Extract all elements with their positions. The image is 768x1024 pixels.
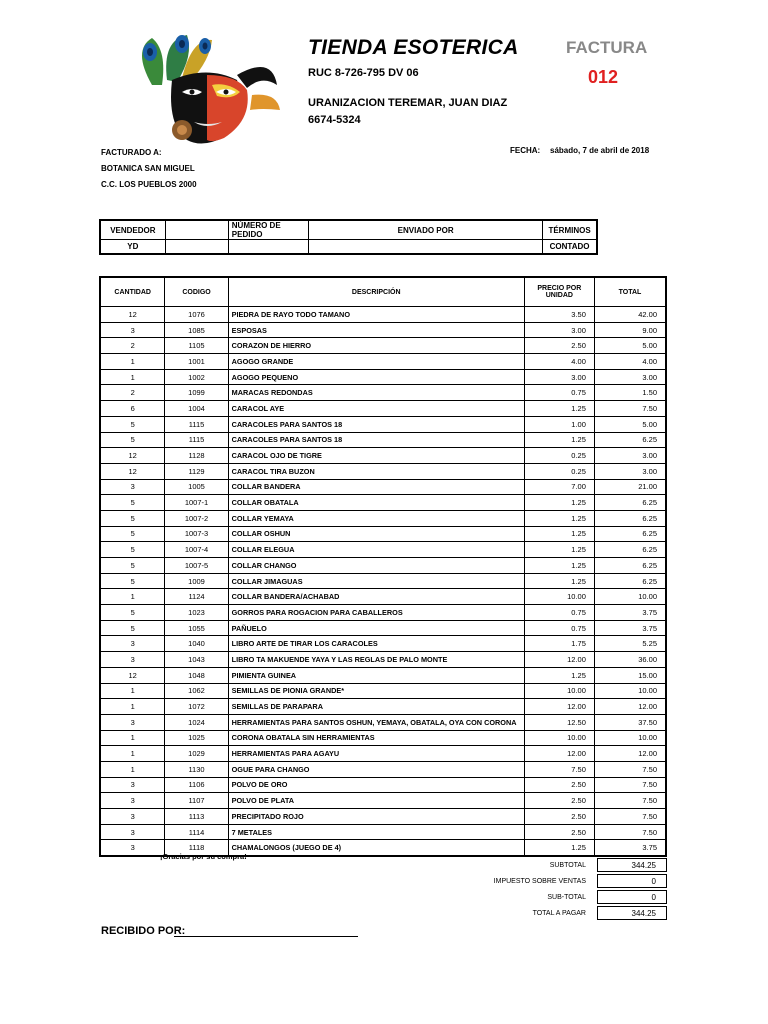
table-row bbox=[100, 730, 666, 746]
date-label: FECHA: bbox=[510, 146, 541, 155]
table-row bbox=[100, 573, 666, 589]
cell-description: OGUE PARA CHANGO bbox=[228, 761, 524, 777]
cell-qty: 3 bbox=[100, 824, 165, 840]
cell-qty: 1 bbox=[100, 730, 165, 746]
table-row bbox=[100, 636, 666, 652]
cell-unit-price: 1.25 bbox=[524, 558, 594, 574]
cell-unit-price: 1.75 bbox=[524, 636, 594, 652]
cell-description: CHAMALONGOS (JUEGO DE 4) bbox=[228, 840, 524, 856]
cell-qty: 6 bbox=[100, 401, 165, 417]
table-row bbox=[100, 605, 666, 621]
order-value-cell bbox=[228, 240, 308, 255]
cell-qty: 5 bbox=[100, 620, 165, 636]
cell-qty: 12 bbox=[100, 307, 165, 323]
cell-description: LIBRO TA MAKUENDE YAYA Y LAS REGLAS DE PALO MONTE bbox=[228, 652, 524, 668]
cell-description: POLVO DE PLATA bbox=[228, 793, 524, 809]
cell-unit-price: 1.25 bbox=[524, 542, 594, 558]
cell-description: AGOGO PEQUENO bbox=[228, 369, 524, 385]
col-desc-header: DESCRIPCIÓN bbox=[228, 277, 524, 307]
tax-label: IMPUESTO SOBRE VENTAS bbox=[493, 878, 586, 885]
cell-total: 6.25 bbox=[594, 432, 666, 448]
cell-code: 1023 bbox=[165, 605, 228, 621]
store-address: URANIZACION TEREMAR, JUAN DIAZ bbox=[308, 97, 508, 109]
col-total-header: TOTAL bbox=[594, 277, 666, 307]
cell-qty: 2 bbox=[100, 338, 165, 354]
order-value-cell: YD bbox=[100, 240, 165, 255]
cell-description: COLLAR BANDERA bbox=[228, 479, 524, 495]
table-row bbox=[100, 809, 666, 825]
col-unit-price-header: PRECIO POR UNIDAD bbox=[524, 277, 594, 307]
cell-unit-price: 12.00 bbox=[524, 652, 594, 668]
cell-code: 1113 bbox=[165, 809, 228, 825]
cell-unit-price: 2.50 bbox=[524, 809, 594, 825]
cell-total: 5.00 bbox=[594, 338, 666, 354]
cell-total: 15.00 bbox=[594, 667, 666, 683]
cell-code: 1106 bbox=[165, 777, 228, 793]
cell-description: COLLAR JIMAGUAS bbox=[228, 573, 524, 589]
cell-unit-price: 0.75 bbox=[524, 620, 594, 636]
cell-unit-price: 1.25 bbox=[524, 510, 594, 526]
cell-total: 7.50 bbox=[594, 793, 666, 809]
table-row bbox=[100, 746, 666, 762]
table-row bbox=[100, 495, 666, 511]
cell-total: 3.75 bbox=[594, 620, 666, 636]
cell-unit-price: 1.25 bbox=[524, 840, 594, 856]
order-header-cell bbox=[165, 220, 228, 240]
cell-description: PRECIPITADO ROJO bbox=[228, 809, 524, 825]
cell-unit-price: 3.00 bbox=[524, 369, 594, 385]
cell-total: 3.00 bbox=[594, 463, 666, 479]
subtotal2-label: SUB-TOTAL bbox=[547, 894, 586, 901]
cell-unit-price: 2.50 bbox=[524, 824, 594, 840]
order-value-cell: CONTADO bbox=[543, 240, 597, 255]
col-qty-header: CANTIDAD bbox=[100, 277, 165, 307]
cell-total: 3.00 bbox=[594, 369, 666, 385]
order-header-row bbox=[100, 220, 597, 240]
cell-code: 1115 bbox=[165, 432, 228, 448]
cell-code: 1002 bbox=[165, 369, 228, 385]
subtotal-value: 344.25 bbox=[597, 858, 667, 872]
cell-qty: 2 bbox=[100, 385, 165, 401]
subtotal2-value: 0 bbox=[597, 890, 667, 904]
table-row bbox=[100, 667, 666, 683]
cell-unit-price: 0.25 bbox=[524, 448, 594, 464]
thank-you-note: ¡Gracias por su compra! bbox=[160, 852, 247, 861]
cell-qty: 3 bbox=[100, 777, 165, 793]
cell-qty: 5 bbox=[100, 510, 165, 526]
cell-qty: 1 bbox=[100, 589, 165, 605]
cell-total: 10.00 bbox=[594, 589, 666, 605]
cell-code: 1007-1 bbox=[165, 495, 228, 511]
cell-description: PIEDRA DE RAYO TODO TAMANO bbox=[228, 307, 524, 323]
cell-total: 6.25 bbox=[594, 510, 666, 526]
cell-description: HERRAMIENTAS PARA SANTOS OSHUN, YEMAYA, OBATALA, OYA CON CORONA bbox=[228, 714, 524, 730]
table-row bbox=[100, 620, 666, 636]
cell-total: 42.00 bbox=[594, 307, 666, 323]
cell-unit-price: 7.50 bbox=[524, 761, 594, 777]
cell-code: 1007-3 bbox=[165, 526, 228, 542]
cell-total: 7.50 bbox=[594, 777, 666, 793]
cell-total: 9.00 bbox=[594, 322, 666, 338]
table-row bbox=[100, 463, 666, 479]
cell-code: 1007-4 bbox=[165, 542, 228, 558]
cell-unit-price: 1.25 bbox=[524, 495, 594, 511]
cell-qty: 5 bbox=[100, 542, 165, 558]
cell-description: PIMIENTA GUINEA bbox=[228, 667, 524, 683]
cell-qty: 5 bbox=[100, 416, 165, 432]
table-row bbox=[100, 777, 666, 793]
cell-unit-price: 3.50 bbox=[524, 307, 594, 323]
cell-unit-price: 0.75 bbox=[524, 385, 594, 401]
cell-qty: 5 bbox=[100, 573, 165, 589]
cell-total: 5.00 bbox=[594, 416, 666, 432]
cell-code: 1043 bbox=[165, 652, 228, 668]
items-table bbox=[99, 276, 667, 857]
cell-code: 1114 bbox=[165, 824, 228, 840]
cell-qty: 5 bbox=[100, 558, 165, 574]
cell-qty: 5 bbox=[100, 526, 165, 542]
cell-total: 37.50 bbox=[594, 714, 666, 730]
cell-unit-price: 2.50 bbox=[524, 777, 594, 793]
cell-description: COLLAR BANDERA/ACHABAD bbox=[228, 589, 524, 605]
table-row bbox=[100, 793, 666, 809]
cell-code: 1048 bbox=[165, 667, 228, 683]
cell-code: 1001 bbox=[165, 354, 228, 370]
table-row bbox=[100, 338, 666, 354]
cell-description: COLLAR CHANGO bbox=[228, 558, 524, 574]
cell-qty: 1 bbox=[100, 699, 165, 715]
cell-description: CARACOLES PARA SANTOS 18 bbox=[228, 416, 524, 432]
cell-description: SEMILLAS DE PIONIA GRANDE* bbox=[228, 683, 524, 699]
store-ruc: RUC 8-726-795 DV 06 bbox=[308, 67, 419, 79]
cell-qty: 1 bbox=[100, 354, 165, 370]
cell-total: 12.00 bbox=[594, 746, 666, 762]
cell-description: CORAZON DE HIERRO bbox=[228, 338, 524, 354]
table-row bbox=[100, 699, 666, 715]
cell-code: 1004 bbox=[165, 401, 228, 417]
received-by-signature-line[interactable] bbox=[174, 936, 358, 937]
cell-qty: 12 bbox=[100, 463, 165, 479]
cell-total: 6.25 bbox=[594, 558, 666, 574]
cell-code: 1099 bbox=[165, 385, 228, 401]
cell-code: 1005 bbox=[165, 479, 228, 495]
cell-qty: 3 bbox=[100, 840, 165, 856]
table-row bbox=[100, 761, 666, 777]
cell-code: 1085 bbox=[165, 322, 228, 338]
cell-code: 1105 bbox=[165, 338, 228, 354]
cell-unit-price: 3.00 bbox=[524, 322, 594, 338]
table-row bbox=[100, 479, 666, 495]
table-row bbox=[100, 307, 666, 323]
table-row bbox=[100, 322, 666, 338]
cell-description: GORROS PARA ROGACION PARA CABALLEROS bbox=[228, 605, 524, 621]
cell-qty: 3 bbox=[100, 809, 165, 825]
cell-total: 7.50 bbox=[594, 824, 666, 840]
cell-unit-price: 10.00 bbox=[524, 730, 594, 746]
cell-code: 1128 bbox=[165, 448, 228, 464]
cell-description: COLLAR OBATALA bbox=[228, 495, 524, 511]
cell-unit-price: 1.25 bbox=[524, 526, 594, 542]
cell-code: 1007-5 bbox=[165, 558, 228, 574]
cell-total: 21.00 bbox=[594, 479, 666, 495]
cell-qty: 3 bbox=[100, 322, 165, 338]
cell-qty: 3 bbox=[100, 479, 165, 495]
cell-qty: 1 bbox=[100, 761, 165, 777]
cell-code: 1118 bbox=[165, 840, 228, 856]
store-phone: 6674-5324 bbox=[308, 114, 361, 126]
cell-description: MARACAS REDONDAS bbox=[228, 385, 524, 401]
items-header-row bbox=[100, 277, 666, 307]
table-row bbox=[100, 526, 666, 542]
cell-total: 7.50 bbox=[594, 809, 666, 825]
tax-value: 0 bbox=[597, 874, 667, 888]
received-by-label: RECIBIDO POR: bbox=[101, 925, 186, 937]
grand-total-label: TOTAL A PAGAR bbox=[532, 910, 586, 917]
cell-qty: 1 bbox=[100, 683, 165, 699]
bill-to-label: FACTURADO A: bbox=[101, 148, 162, 157]
cell-code: 1040 bbox=[165, 636, 228, 652]
cell-total: 6.25 bbox=[594, 526, 666, 542]
cell-qty: 3 bbox=[100, 652, 165, 668]
cell-unit-price: 1.25 bbox=[524, 401, 594, 417]
cell-code: 1007-2 bbox=[165, 510, 228, 526]
cell-unit-price: 1.00 bbox=[524, 416, 594, 432]
cell-description: LIBRO ARTE DE TIRAR LOS CARACOLES bbox=[228, 636, 524, 652]
cell-code: 1025 bbox=[165, 730, 228, 746]
table-row bbox=[100, 542, 666, 558]
cell-description: SEMILLAS DE PARAPARA bbox=[228, 699, 524, 715]
order-header-cell: VENDEDOR bbox=[100, 220, 165, 240]
cell-total: 36.00 bbox=[594, 652, 666, 668]
order-value-row bbox=[100, 240, 597, 255]
cell-total: 3.75 bbox=[594, 605, 666, 621]
subtotal-label: SUBTOTAL bbox=[549, 862, 586, 869]
col-code-header: CODIGO bbox=[165, 277, 228, 307]
cell-total: 7.50 bbox=[594, 761, 666, 777]
cell-code: 1129 bbox=[165, 463, 228, 479]
cell-description: AGOGO GRANDE bbox=[228, 354, 524, 370]
cell-code: 1062 bbox=[165, 683, 228, 699]
cell-unit-price: 12.00 bbox=[524, 699, 594, 715]
table-row bbox=[100, 416, 666, 432]
cell-total: 3.00 bbox=[594, 448, 666, 464]
invoice-label: FACTURA bbox=[566, 38, 648, 57]
cell-qty: 12 bbox=[100, 448, 165, 464]
cell-unit-price: 10.00 bbox=[524, 683, 594, 699]
cell-code: 1024 bbox=[165, 714, 228, 730]
cell-code: 1107 bbox=[165, 793, 228, 809]
bill-to-block bbox=[101, 145, 197, 193]
cell-unit-price: 2.50 bbox=[524, 793, 594, 809]
cell-description: COLLAR OSHUN bbox=[228, 526, 524, 542]
cell-qty: 3 bbox=[100, 636, 165, 652]
cell-total: 5.25 bbox=[594, 636, 666, 652]
cell-unit-price: 12.00 bbox=[524, 746, 594, 762]
cell-qty: 12 bbox=[100, 667, 165, 683]
cell-total: 6.25 bbox=[594, 573, 666, 589]
cell-qty: 3 bbox=[100, 793, 165, 809]
cell-description: PAÑUELO bbox=[228, 620, 524, 636]
store-name: TIENDA ESOTERICA bbox=[308, 36, 519, 59]
cell-unit-price: 12.50 bbox=[524, 714, 594, 730]
cell-unit-price: 7.00 bbox=[524, 479, 594, 495]
cell-description: CORONA OBATALA SIN HERRAMIENTAS bbox=[228, 730, 524, 746]
cell-code: 1076 bbox=[165, 307, 228, 323]
cell-qty: 5 bbox=[100, 432, 165, 448]
cell-total: 4.00 bbox=[594, 354, 666, 370]
cell-total: 7.50 bbox=[594, 401, 666, 417]
cell-description: POLVO DE ORO bbox=[228, 777, 524, 793]
cell-description: CARACOL OJO DE TIGRE bbox=[228, 448, 524, 464]
cell-unit-price: 4.00 bbox=[524, 354, 594, 370]
cell-unit-price: 1.25 bbox=[524, 573, 594, 589]
table-row bbox=[100, 589, 666, 605]
order-info-table bbox=[99, 219, 598, 255]
cell-qty: 5 bbox=[100, 495, 165, 511]
cell-unit-price: 0.25 bbox=[524, 463, 594, 479]
cell-code: 1072 bbox=[165, 699, 228, 715]
cell-description: COLLAR YEMAYA bbox=[228, 510, 524, 526]
table-row bbox=[100, 432, 666, 448]
cell-total: 10.00 bbox=[594, 683, 666, 699]
items-body bbox=[100, 307, 666, 857]
cell-description: CARACOLES PARA SANTOS 18 bbox=[228, 432, 524, 448]
cell-total: 1.50 bbox=[594, 385, 666, 401]
cell-total: 10.00 bbox=[594, 730, 666, 746]
cell-code: 1009 bbox=[165, 573, 228, 589]
order-header-cell: ENVIADO POR bbox=[309, 220, 543, 240]
table-row bbox=[100, 369, 666, 385]
table-row bbox=[100, 714, 666, 730]
table-row bbox=[100, 510, 666, 526]
cell-qty: 5 bbox=[100, 605, 165, 621]
cell-code: 1055 bbox=[165, 620, 228, 636]
cell-qty: 1 bbox=[100, 369, 165, 385]
invoice-number: 012 bbox=[588, 67, 619, 87]
cell-description: ESPOSAS bbox=[228, 322, 524, 338]
cell-qty: 3 bbox=[100, 714, 165, 730]
bill-to-name: BOTANICA SAN MIGUEL bbox=[101, 164, 195, 173]
cell-qty: 1 bbox=[100, 746, 165, 762]
cell-total: 3.75 bbox=[594, 840, 666, 856]
cell-description: 7 METALES bbox=[228, 824, 524, 840]
cell-total: 6.25 bbox=[594, 495, 666, 511]
cell-code: 1130 bbox=[165, 761, 228, 777]
order-value-cell bbox=[165, 240, 228, 255]
cell-code: 1124 bbox=[165, 589, 228, 605]
cell-code: 1115 bbox=[165, 416, 228, 432]
cell-code: 1029 bbox=[165, 746, 228, 762]
table-row bbox=[100, 448, 666, 464]
cell-description: COLLAR ELEGUA bbox=[228, 542, 524, 558]
cell-total: 12.00 bbox=[594, 699, 666, 715]
table-row bbox=[100, 824, 666, 840]
table-row bbox=[100, 385, 666, 401]
cell-description: HERRAMIENTAS PARA AGAYU bbox=[228, 746, 524, 762]
cell-description: CARACOL AYE bbox=[228, 401, 524, 417]
table-row bbox=[100, 558, 666, 574]
cell-unit-price: 10.00 bbox=[524, 589, 594, 605]
cell-unit-price: 1.25 bbox=[524, 432, 594, 448]
cell-total: 6.25 bbox=[594, 542, 666, 558]
bill-to-address: C.C. LOS PUEBLOS 2000 bbox=[101, 180, 197, 189]
table-row bbox=[100, 401, 666, 417]
order-value-cell bbox=[309, 240, 543, 255]
order-header-cell: NÚMERO DE PEDIDO bbox=[228, 220, 308, 240]
tienda-logo-mask bbox=[112, 30, 284, 148]
table-row bbox=[100, 683, 666, 699]
table-row bbox=[100, 652, 666, 668]
cell-unit-price: 2.50 bbox=[524, 338, 594, 354]
date-value: sábado, 7 de abril de 2018 bbox=[550, 146, 650, 155]
table-row bbox=[100, 354, 666, 370]
grand-total-value: 344.25 bbox=[597, 906, 667, 920]
cell-unit-price: 1.25 bbox=[524, 667, 594, 683]
cell-description: CARACOL TIRA BUZON bbox=[228, 463, 524, 479]
order-header-cell: TÉRMINOS bbox=[543, 220, 597, 240]
cell-unit-price: 0.75 bbox=[524, 605, 594, 621]
